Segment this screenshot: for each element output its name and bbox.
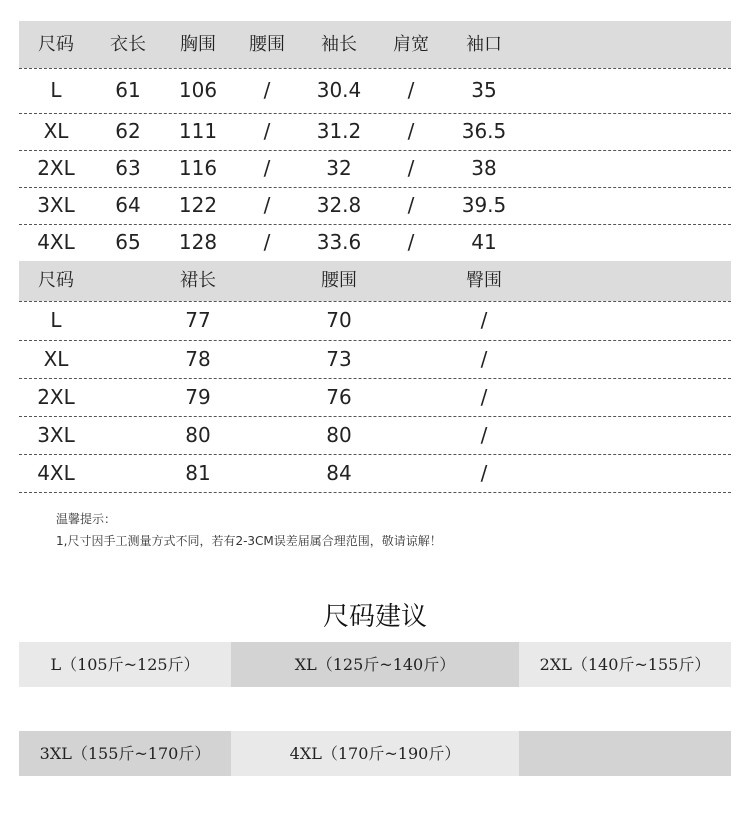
notes-title: 温馨提示：	[56, 512, 117, 526]
table-cell: /	[480, 423, 488, 447]
table-cell: XL	[43, 347, 69, 371]
suggestion-text: 2XL（140斤~155斤）	[539, 655, 711, 674]
table-cell: 2XL	[37, 385, 75, 409]
table1-header-cell: 肩宽	[393, 34, 429, 55]
table-cell: /	[480, 347, 488, 371]
suggestion-box	[519, 642, 731, 687]
suggestion-text: XL（125斤~140斤）	[294, 655, 456, 674]
suggestion-text: L（105斤~125斤）	[50, 655, 200, 674]
table1-header-cell: 尺码	[38, 34, 74, 55]
table-row	[19, 224, 731, 261]
table-row	[19, 187, 731, 224]
table-cell: 30.4	[316, 78, 362, 102]
table-cell: 122	[178, 193, 218, 217]
table-cell: 70	[326, 308, 352, 332]
table-cell: 3XL	[37, 423, 75, 447]
table-cell: 2XL	[37, 156, 75, 180]
table-cell: 79	[185, 385, 211, 409]
table-row	[19, 301, 731, 340]
table-cell: XL	[43, 119, 69, 143]
table-cell: 4XL	[37, 230, 75, 254]
table-cell: 62	[115, 119, 141, 143]
table2-header-row	[19, 261, 731, 301]
table-row	[19, 150, 731, 187]
table-cell: /	[480, 461, 488, 485]
table-row	[19, 340, 731, 378]
table1-header-cell: 衣长	[110, 34, 146, 55]
table-cell: 128	[178, 230, 218, 254]
table-cell: 80	[326, 423, 352, 447]
table-cell: 33.6	[316, 230, 362, 254]
suggestion-box	[231, 731, 519, 776]
table-cell: 41	[471, 230, 497, 254]
table1-header-cell: 袖口	[466, 34, 502, 55]
table-cell: 3XL	[37, 193, 75, 217]
table-cell: 116	[178, 156, 218, 180]
table-cell: /	[263, 230, 271, 254]
table-cell: 61	[115, 78, 141, 102]
table-cell: /	[263, 156, 271, 180]
table-row	[19, 454, 731, 492]
table-cell: 76	[326, 385, 352, 409]
table1-header-row	[19, 21, 731, 68]
table-row	[19, 416, 731, 454]
table-cell: /	[407, 230, 415, 254]
table1-header-cell: 腰围	[249, 34, 285, 55]
table-cell: 80	[185, 423, 211, 447]
divider	[19, 492, 731, 493]
table-cell: 111	[178, 119, 218, 143]
table-cell: /	[263, 119, 271, 143]
table-cell: 4XL	[37, 461, 75, 485]
table-cell: /	[263, 193, 271, 217]
table-cell: 32	[326, 156, 352, 180]
table-cell: /	[480, 385, 488, 409]
table-row	[19, 113, 731, 150]
table-cell: 81	[185, 461, 211, 485]
table-cell: 73	[326, 347, 352, 371]
table-cell: 31.2	[316, 119, 362, 143]
suggestion-title: 尺码建议	[322, 602, 427, 632]
table-cell: /	[407, 78, 415, 102]
table2-header-cell: 尺码	[38, 270, 74, 291]
table-cell: 65	[115, 230, 141, 254]
table-cell: 39.5	[461, 193, 507, 217]
table2-header-cell: 裙长	[180, 270, 216, 291]
table2-header-cell: 臀围	[466, 270, 502, 291]
table1-header-cell: 袖长	[321, 34, 357, 55]
table-cell: 84	[326, 461, 352, 485]
table-cell: 63	[115, 156, 141, 180]
table-cell: 35	[471, 78, 497, 102]
table-row	[19, 68, 731, 113]
table-cell: /	[480, 308, 488, 332]
table-cell: /	[407, 156, 415, 180]
table-cell: L	[50, 78, 62, 102]
table-cell: 32.8	[316, 193, 362, 217]
suggestion-text: 4XL（170斤~190斤）	[289, 744, 461, 763]
table-cell: 78	[185, 347, 211, 371]
suggestion-box	[231, 642, 519, 687]
notes-line: 1,尺寸因手工测量方式不同，若有2-3CM误差届属合理范围，敬请谅解！	[56, 534, 442, 548]
suggestion-text: 3XL（155斤~170斤）	[39, 744, 211, 763]
suggestion-box	[19, 642, 231, 687]
table-cell: 64	[115, 193, 141, 217]
table-cell: /	[407, 193, 415, 217]
table-cell: /	[407, 119, 415, 143]
table-cell: 36.5	[461, 119, 507, 143]
suggestion-box-empty	[519, 731, 731, 776]
suggestion-box	[19, 731, 231, 776]
table-cell: /	[263, 78, 271, 102]
table-cell: L	[50, 308, 62, 332]
table1-header-cell: 胸围	[180, 34, 216, 55]
table2-header-cell: 腰围	[321, 270, 357, 291]
table-row	[19, 378, 731, 416]
table-cell: 77	[185, 308, 211, 332]
table-cell: 38	[471, 156, 497, 180]
table-cell: 106	[178, 78, 218, 102]
